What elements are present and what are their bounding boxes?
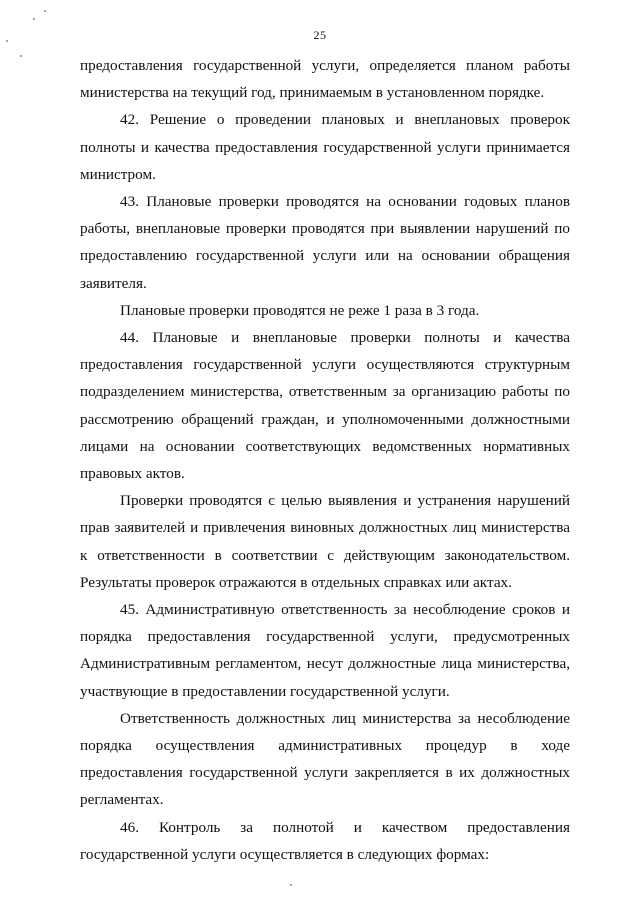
- scan-mark: [33, 18, 35, 20]
- paragraph-44-purpose: Проверки проводятся с целью выявления и устранения нарушений прав заявителей и привлечения виновных должностных лиц министерства к ответственности в соответствии с действующим законодательством. Результаты проверок отражаются в отдельных справках или актах.: [80, 492, 570, 591]
- scan-mark: [20, 55, 22, 57]
- paragraph-45-responsibility: Ответственность должностных лиц министерства за несоблюдение порядка осуществления административных процедур в ходе предоставления государственной услуги закрепляется в их должностных регламентах.: [80, 709, 570, 809]
- page-number: 25: [313, 28, 327, 42]
- paragraph-43: 43. Плановые проверки проводятся на основании годовых планов работы, внеплановые проверки проводятся при выявлении нарушений по предоставлению государственной услуги или на основании обращения заявителя.: [80, 193, 570, 292]
- paragraph-46: 46. Контроль за полнотой и качеством предоставления государственной услуги осуществляется в следующих формах:: [80, 818, 570, 863]
- scan-mark: [290, 884, 292, 886]
- scan-mark: [44, 10, 46, 12]
- paragraph-45: 45. Административную ответственность за несоблюдение сроков и порядка предоставления государственной услуги, предусмотренных Административным регламентом, несут должностные лица министерства, участвующие в предоставлении государственной услуги.: [80, 601, 570, 700]
- paragraph-43-frequency: Плановые проверки проводятся не реже 1 раза в 3 года.: [120, 301, 480, 319]
- paragraph-continuation: предоставления государственной услуги, определяется планом работы министерства на текущий год, принимаемым в установленном порядке.: [80, 57, 570, 102]
- document-body: [80, 52, 570, 868]
- paragraph-44: 44. Плановые и внеплановые проверки полноты и качества предоставления государственной услуги осуществляются структурным подразделением министерства, ответственным за организацию работы по рассмотрению обращений граждан, и уполномоченными должностными лицами на основании соответствующих ведомственных нормативных правовых актов.: [80, 329, 570, 483]
- paragraph-42: 42. Решение о проведении плановых и внеплановых проверок полноты и качества предоставления государственной услуги принимается министром.: [80, 111, 570, 183]
